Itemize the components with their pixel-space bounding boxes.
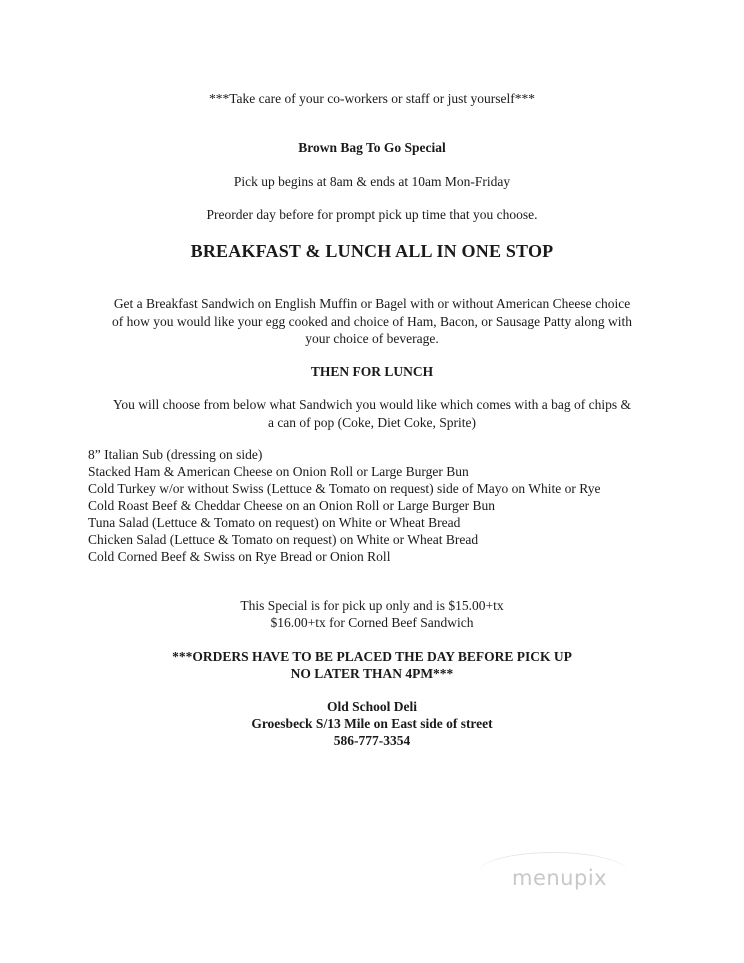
list-item: Cold Turkey w/or without Swiss (Lettuce & Tomato on request) side of Mayo on White or Rye (88, 481, 601, 496)
breakfast-line: Get a Breakfast Sandwich on English Muffin or Bagel with or without American Cheese choice (113, 296, 631, 311)
lunch-line: a can of pop (Coke, Diet Coke, Sprite) (267, 414, 477, 430)
breakfast-line: your choice of beverage. (305, 331, 439, 346)
list-item: Cold Roast Beef & Cheddar Cheese on an Onion Roll or Large Burger Bun (88, 498, 496, 513)
pickup-hours: Pick up begins at 8am & ends at 10am Mon-Friday (233, 174, 511, 189)
preorder-note: Preorder day before for prompt pick up time that you choose. (206, 207, 538, 222)
breakfast-description (84, 295, 660, 348)
list-item: Cold Corned Beef & Swiss on Rye Bread or Onion Roll (88, 549, 391, 564)
lunch-description (84, 396, 660, 431)
order-deadline (0, 648, 744, 682)
price-line: $16.00+tx for Corned Beef Sandwich (270, 615, 474, 630)
deadline-line: ***ORDERS HAVE TO BE PLACED THE DAY BEFORE PICK UP (172, 649, 572, 664)
main-heading: BREAKFAST & LUNCH ALL IN ONE STOP (190, 241, 554, 261)
business-location: Groesbeck S/13 Mile on East side of street (251, 716, 493, 731)
pricing (0, 597, 744, 631)
watermark: menupix (512, 866, 608, 890)
deadline-line: NO LATER THAN 4PM*** (290, 666, 454, 681)
lunch-heading: THEN FOR LUNCH (310, 364, 434, 379)
list-item: Chicken Salad (Lettuce & Tomato on request) on White or Wheat Bread (88, 532, 479, 547)
breakfast-line: of how you would like your egg cooked and choice of Ham, Bacon, or Sausage Patty along with (111, 313, 632, 329)
list-item: Tuna Salad (Lettuce & Tomato on request) on White or Wheat Bread (88, 515, 461, 530)
lunch-line: You will choose from below what Sandwich you would like which comes with a bag of chips & (113, 397, 631, 412)
business-phone: 586-777-3354 (333, 733, 411, 748)
list-item: 8” Italian Sub (dressing on side) (88, 447, 263, 462)
sandwich-list (88, 446, 600, 565)
business-name: Old School Deli (326, 699, 417, 714)
list-item: Stacked Ham & American Cheese on Onion Roll or Large Burger Bun (88, 464, 469, 479)
price-line: This Special is for pick up only and is $15.00+tx (240, 598, 504, 613)
special-title: Brown Bag To Go Special (298, 140, 446, 155)
business-info (0, 698, 744, 749)
header-note: ***Take care of your co-workers or staff or just yourself*** (208, 91, 536, 106)
